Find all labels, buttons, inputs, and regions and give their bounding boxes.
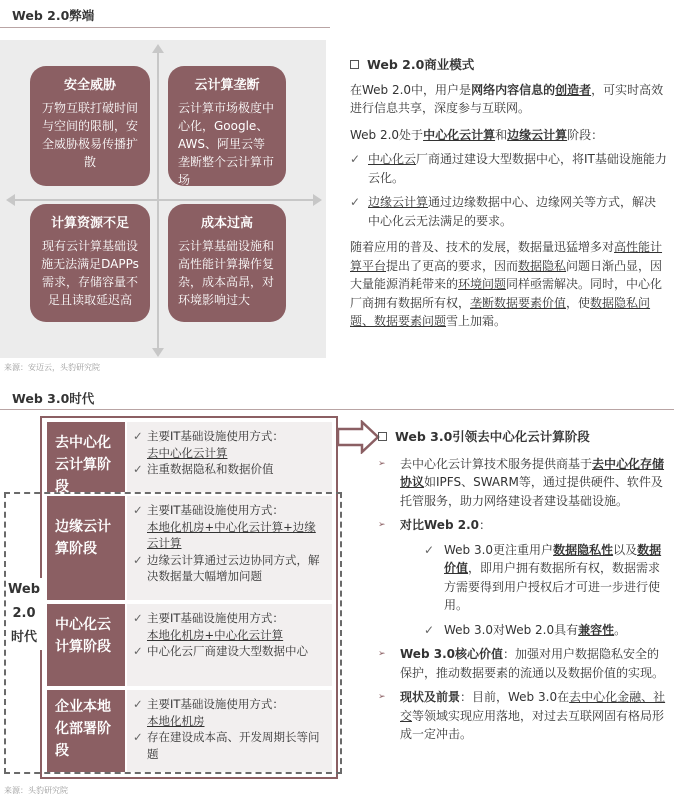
stage-label-centralized: 中心化云计算阶段: [47, 604, 125, 686]
paragraph-users: 在Web 2.0中，用户是网络内容信息的创造者，可实时高效进行信息共享，深度参与互联网。: [350, 82, 664, 115]
check-icon: ✓: [133, 429, 143, 443]
bullet-core-value: ➢ Web 3.0核心价值：加强对用户数据隐私安全的保护，推动数据要素的流通以及数据价值的实现。: [378, 645, 668, 682]
quadrant-body: 云计算市场极度中心化，Google、AWS、阿里云等垄断整个云计算市场: [178, 101, 275, 187]
quadrant-body: 云计算基础设施和高性能计算操作复杂，成本高昂，对环境影响过大: [178, 239, 275, 307]
check-icon: ✓: [133, 730, 143, 744]
check-item-compatibility: ✓ Web 3.0对Web 2.0具有兼容性。: [424, 621, 668, 640]
quadrant-title: 成本过高: [200, 216, 253, 231]
web2-business-model-panel: [350, 56, 668, 331]
axis-arrow-up-icon: [152, 44, 164, 53]
triangle-bullet-icon: ➢: [378, 649, 386, 659]
axis-arrow-down-icon: [152, 348, 164, 357]
quadrant-title: 安全威胁: [63, 78, 116, 93]
stage-details-edge: ✓ 主要IT基础设施使用方式： 本地化机房+中心化云计算+边缘云计算 ✓ 边缘云计算通过云边协同方式，解决数据量大幅增加问题: [127, 496, 332, 600]
section-title-web2-drawbacks: Web 2.0弊端: [12, 8, 95, 23]
vertical-axis: [157, 52, 159, 352]
source-note: 来源：头豹研究院: [4, 786, 68, 795]
paragraph-stages: Web 2.0处于中心化云计算和边缘云计算阶段：: [350, 127, 604, 142]
paragraph-data-growth: 随着应用的普及、技术的发展，数据量迅猛增多对高性能计算平台提出了更高的要求，因而数据隐私问题日渐凸显，因大量能源消耗带来的环境问题同样亟需解决。同时，中心化厂商拥有数据所有权，垄断数据要素价值，使数据隐私问题、数据要素问题雪上加霜。: [350, 240, 663, 328]
check-icon: ✓: [133, 462, 143, 476]
square-bullet-icon: [378, 432, 387, 441]
bullet-compare-web2: ➢ 对比Web 2.0：: [378, 516, 668, 535]
stage-label-edge: 边缘云计算阶段: [47, 496, 125, 600]
bullet-status-outlook: ➢ 现状及前景：目前，Web 3.0在去中心化金融、社交等领域实现应用落地，对过去互联网固有格局形成一定冲击。: [378, 688, 668, 744]
square-bullet-icon: [350, 60, 359, 69]
right-arrow-icon: [336, 420, 382, 454]
check-item-central-cloud: ✓ 中心化云厂商通过建设大型数据中心，将IT基础设施能力云化。: [350, 150, 668, 187]
check-icon: ✓: [133, 552, 143, 567]
check-item-data-privacy: ✓ Web 3.0更注重用户数据隐私性以及数据价值，即用户拥有数据所有权，数据需求方需要得到用户授权后才可进一步进行使用。: [424, 541, 668, 615]
quadrant-title: 云计算垄断: [194, 78, 260, 93]
quadrant-body: 万物互联打破时间与空间的限制，安全威胁极易传播扩散: [41, 101, 138, 169]
stage-label-on-premise: 企业本地化部署阶段: [47, 690, 125, 772]
check-icon: ✓: [133, 644, 143, 658]
triangle-bullet-icon: ➢: [378, 458, 386, 469]
check-icon: ✓: [424, 622, 435, 637]
web3-panel: [378, 428, 668, 744]
check-icon: ✓: [133, 697, 143, 711]
panel-heading: Web 2.0商业模式: [367, 57, 475, 72]
quadrant-high-cost: [168, 204, 286, 322]
quadrant-insufficient-resources: [30, 204, 150, 322]
triangle-bullet-icon: ➢: [378, 520, 386, 530]
quadrant-title: 计算资源不足: [50, 216, 129, 231]
check-item-edge-cloud: ✓ 边缘云计算通过边缘数据中心、边缘网关等方式，解决中心化云无法满足的要求。: [350, 193, 668, 230]
horizontal-axis: [12, 199, 314, 201]
check-icon: ✓: [133, 503, 143, 517]
stage-details-on-premise: ✓ 主要IT基础设施使用方式： 本地化机房 ✓ 存在建设成本高、开发周期长等问题: [127, 690, 332, 772]
web2-era-label: Web 2.0 时代: [6, 578, 42, 650]
stage-details-centralized: ✓ 主要IT基础设施使用方式： 本地化机房+中心化云计算 ✓ 中心化云厂商建设大型数据中心: [127, 604, 332, 686]
check-icon: ✓: [424, 542, 435, 557]
triangle-bullet-icon: ➢: [378, 692, 386, 702]
axis-arrow-left-icon: [6, 194, 15, 206]
check-icon: ✓: [350, 195, 361, 209]
axis-arrow-right-icon: [313, 194, 322, 206]
quadrant-body: 现有云计算基础设施无法满足DAPPs需求，存储容量不足且读取延迟高: [41, 239, 139, 307]
section-divider: [0, 409, 674, 410]
source-note: 来源：安迈云，头豹研究院: [4, 363, 100, 372]
bullet-decentralized-providers: ➢ 去中心化云计算技术服务提供商基于去中心化存储协议如IPFS、SWARM等，通过提供硬件、软件及托管服务，助力网络建设者建设基础设施。: [378, 455, 668, 511]
check-icon: ✓: [350, 152, 361, 166]
quadrant-security-threat: [30, 66, 150, 186]
section-divider: [0, 27, 330, 28]
quadrant-cloud-monopoly: [168, 66, 286, 186]
check-icon: ✓: [133, 611, 143, 625]
stage-label-decentralized: 去中心化云计算阶段: [47, 422, 125, 492]
panel-heading: Web 3.0引领去中心化云计算阶段: [395, 429, 590, 444]
section-title-web3-era: Web 3.0时代: [12, 391, 95, 406]
stage-details-decentralized: ✓ 主要IT基础设施使用方式： 去中心化云计算 ✓ 注重数据隐私和数据价值: [127, 422, 332, 492]
